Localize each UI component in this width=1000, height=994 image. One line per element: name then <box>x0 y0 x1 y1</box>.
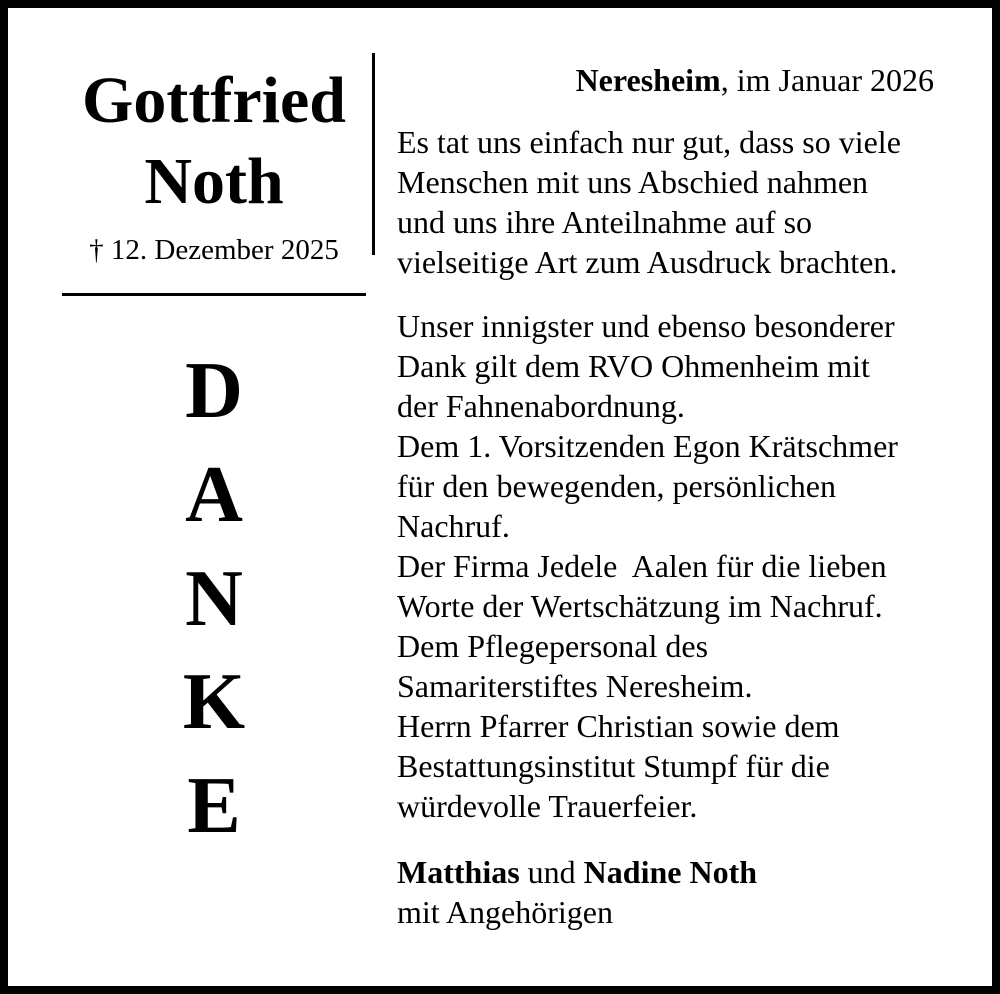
text-line: Menschen mit uns Abschied nahmen <box>397 164 869 200</box>
paragraph-2 <box>397 306 977 826</box>
text-line: Der Firma Jedele Aalen für die lieben <box>397 548 887 584</box>
text-line: Nachruf. <box>397 508 510 544</box>
horizontal-divider <box>62 293 366 296</box>
signature <box>397 852 977 932</box>
text-line: Bestattungsinstitut Stumpf für die <box>397 748 830 784</box>
text-line: Es tat uns einfach nur gut, dass so viele <box>397 124 901 160</box>
text-line: Dank gilt dem RVO Ohmenheim mit <box>397 348 870 384</box>
vertical-divider <box>372 53 375 255</box>
place-date <box>576 61 934 99</box>
date: , im Januar 2026 <box>720 62 934 98</box>
signature-connector: und <box>519 854 584 890</box>
signature-name-1: Matthias <box>397 854 520 890</box>
text-line: Herrn Pfarrer Christian sowie dem <box>397 708 840 744</box>
danke-letter-a: A <box>185 451 243 539</box>
text-line: Unser innigster und ebenso besonderer <box>397 308 895 344</box>
text-line: der Fahnenabordnung. <box>397 388 685 424</box>
signature-names <box>397 852 977 892</box>
danke-letter-d: D <box>185 347 243 435</box>
text-line: und uns ihre Anteilnahme auf so <box>397 204 813 240</box>
signature-name-2: Nadine Noth <box>583 854 758 890</box>
text-line: vielseitige Art zum Ausdruck brachten. <box>397 244 898 280</box>
text-line: für den bewegenden, persönlichen <box>397 468 836 504</box>
text-line: Samariterstiftes Neresheim. <box>397 668 753 704</box>
danke-letter-k: K <box>182 658 246 746</box>
deceased-last-name: Noth <box>144 145 284 218</box>
text-line: würdevolle Trauerfeier. <box>397 788 698 824</box>
death-date: † 12. Dezember 2025 <box>89 234 339 266</box>
text-line: Dem 1. Vorsitzenden Egon Krätschmer <box>397 428 898 464</box>
text-line: Dem Pflegepersonal des <box>397 628 709 664</box>
signature-relatives: mit Angehörigen <box>397 894 613 930</box>
deceased-first-name: Gottfried <box>82 64 346 137</box>
danke-letter-n: N <box>185 555 243 643</box>
place: Neresheim <box>575 62 721 98</box>
danke-letter-e: E <box>187 762 241 850</box>
paragraph-1 <box>397 122 977 282</box>
text-line: Worte der Wertschätzung im Nachruf. <box>397 588 883 624</box>
